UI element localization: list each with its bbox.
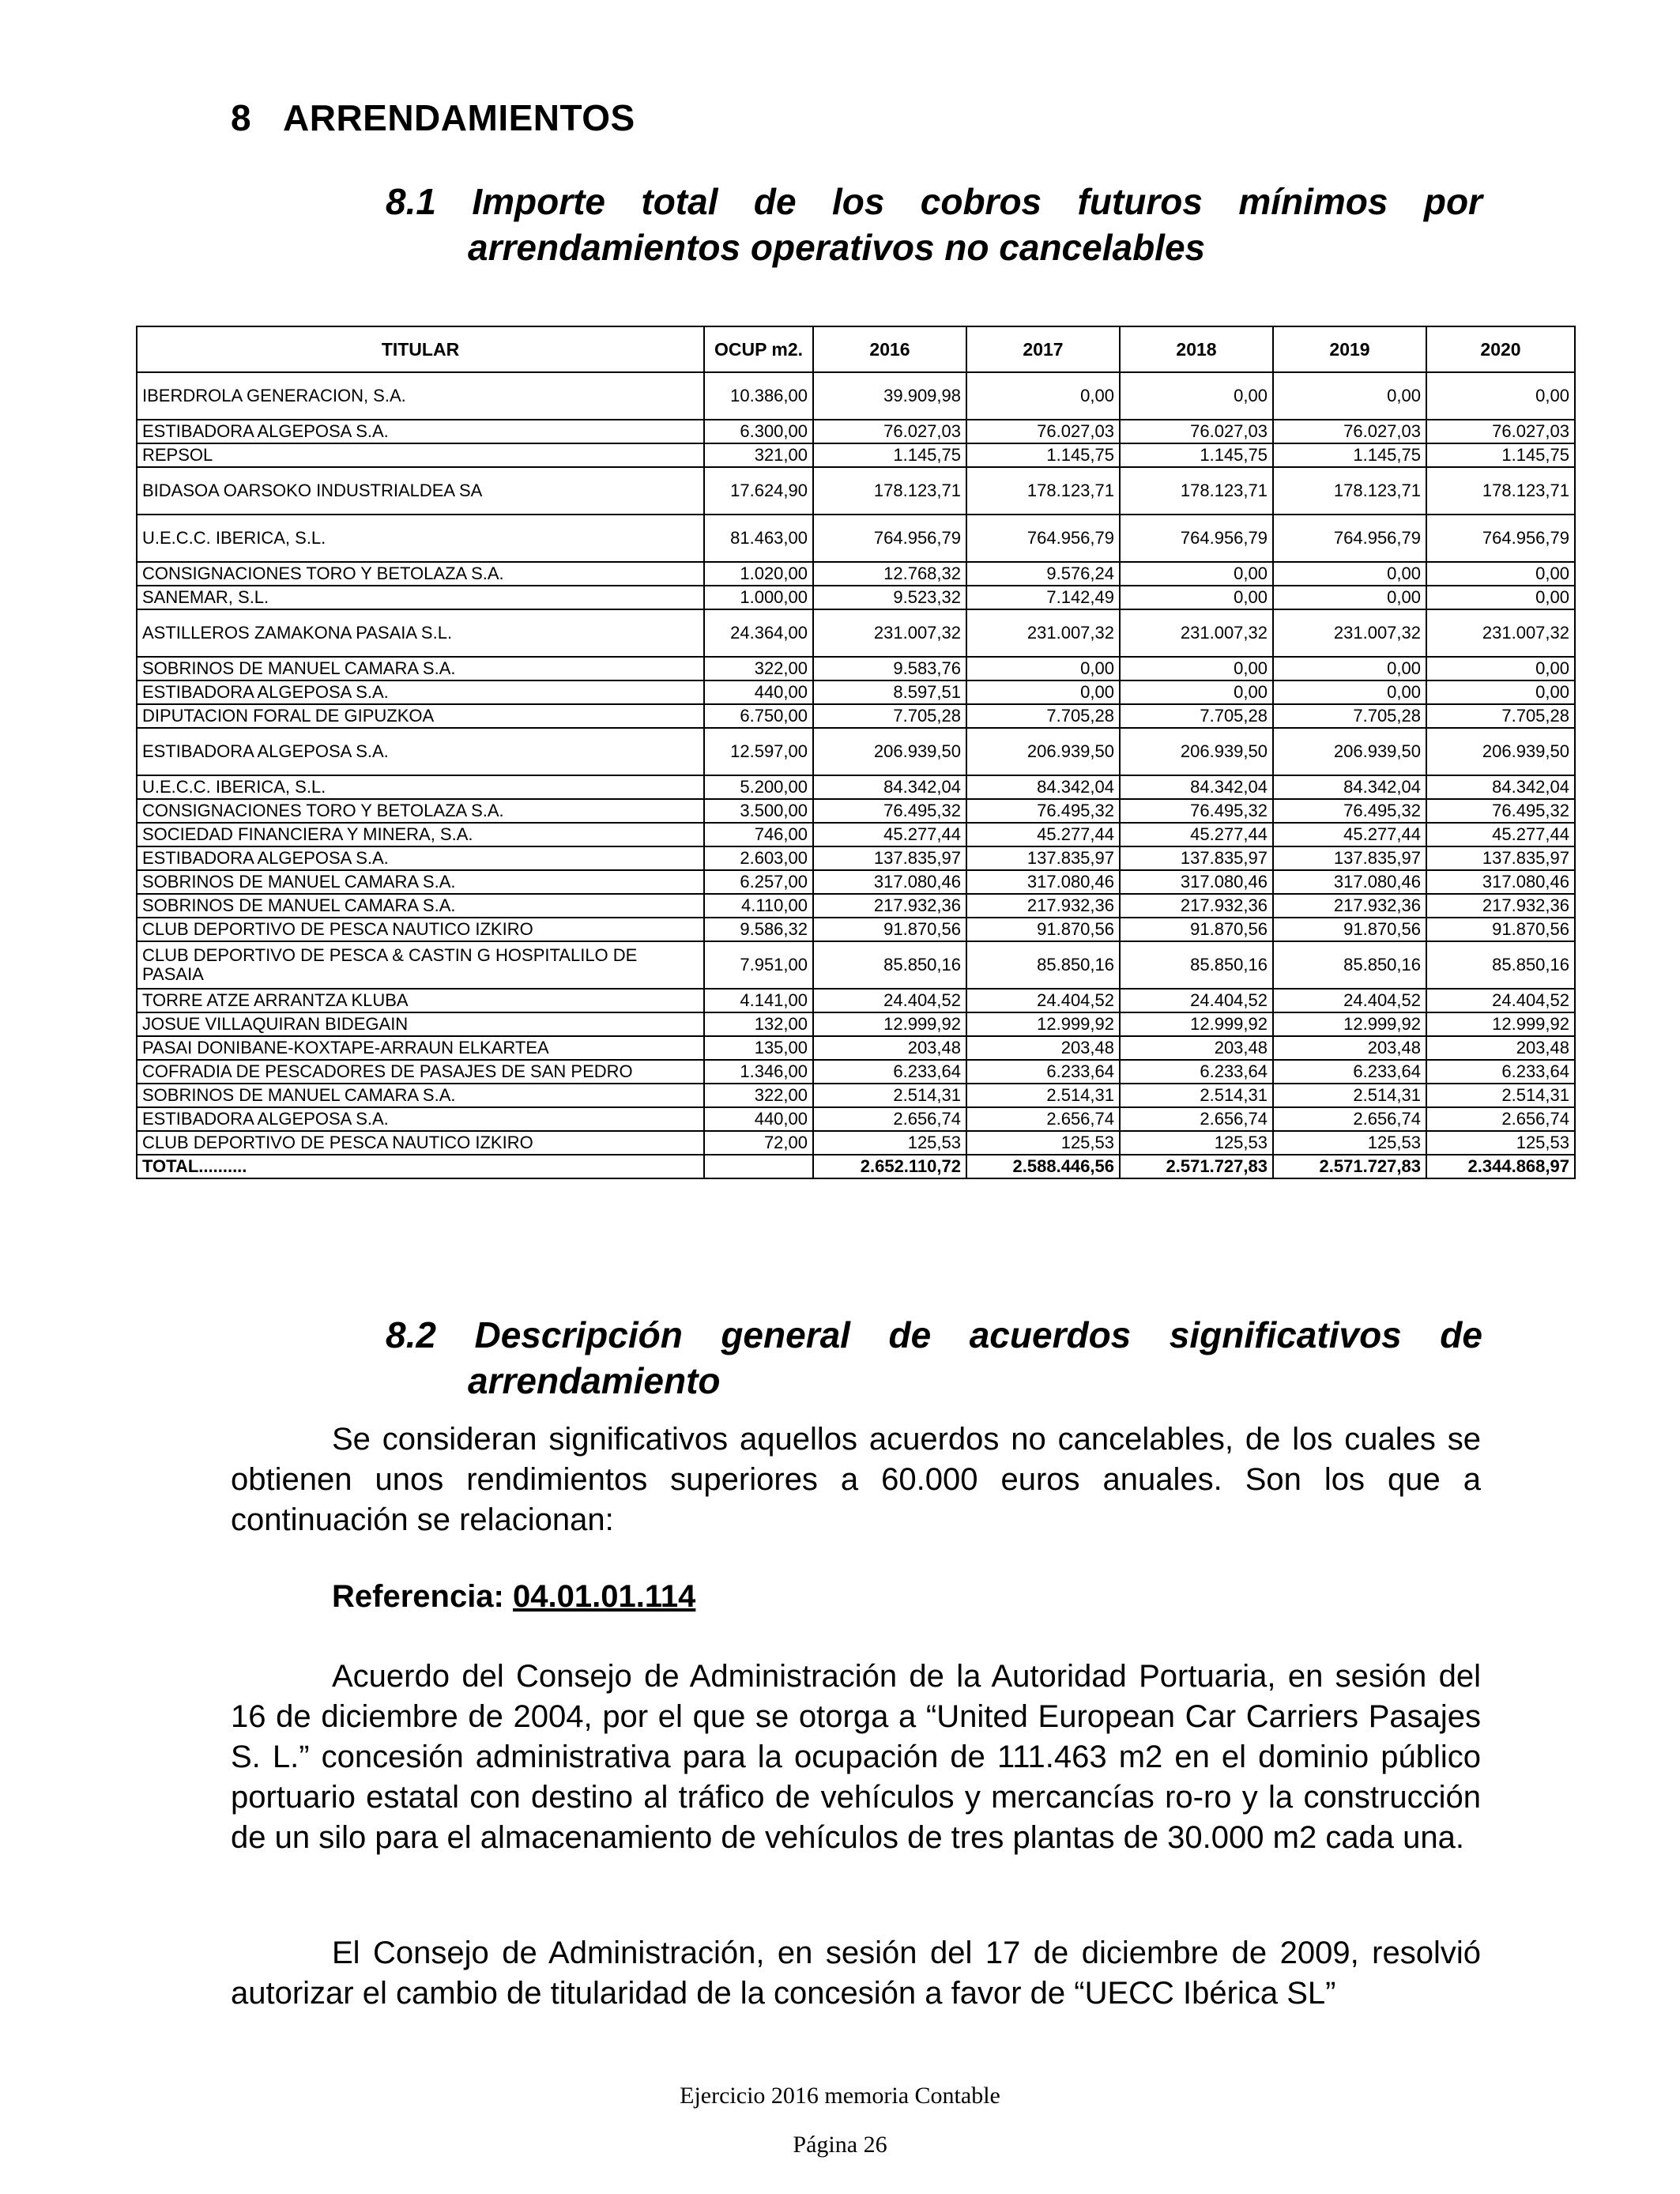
amount-2018-cell: 45.277,44: [1120, 823, 1273, 846]
amount-2018-cell: 0,00: [1120, 562, 1273, 586]
amount-2018-cell: 84.342,04: [1120, 775, 1273, 799]
ocup-cell: 7.951,00: [704, 941, 813, 989]
amount-2016-cell: 6.233,64: [813, 1060, 966, 1084]
section-title: ARRENDAMIENTOS: [283, 97, 635, 138]
titular-cell: ESTIBADORA ALGEPOSA S.A.: [137, 420, 704, 443]
table-row: [137, 894, 1575, 918]
amount-2020-cell: 178.123,71: [1426, 467, 1575, 515]
amount-2020-cell: 6.233,64: [1426, 1060, 1575, 1084]
amount-2016-cell: 24.404,52: [813, 989, 966, 1012]
table-row: [137, 609, 1575, 657]
titular-cell: SOBRINOS DE MANUEL CAMARA S.A.: [137, 894, 704, 918]
amount-2017-cell: 125,53: [966, 1131, 1120, 1155]
amount-2020-cell: 12.999,92: [1426, 1012, 1575, 1036]
titular-cell: CLUB DEPORTIVO DE PESCA & CASTIN G HOSPITALILO DE PASAIA: [137, 941, 704, 989]
ocup-cell: 1.346,00: [704, 1060, 813, 1084]
titular-cell: COFRADIA DE PESCADORES DE PASAJES DE SAN PEDRO: [137, 1060, 704, 1084]
titular-cell: PASAI DONIBANE-KOXTAPE-ARRAUN ELKARTEA: [137, 1036, 704, 1060]
amount-2016-cell: 7.705,28: [813, 704, 966, 728]
amount-2017-cell: 206.939,50: [966, 728, 1120, 775]
amount-2017-cell: 84.342,04: [966, 775, 1120, 799]
titular-cell: ESTIBADORA ALGEPOSA S.A.: [137, 1107, 704, 1131]
page-number: Página 26: [793, 2132, 887, 2158]
amount-2020-cell: 85.850,16: [1426, 941, 1575, 989]
amount-2017-cell: 0,00: [966, 680, 1120, 704]
heading-word: de: [753, 181, 797, 222]
amount-2020-cell: 45.277,44: [1426, 823, 1575, 846]
amount-2016-cell: 84.342,04: [813, 775, 966, 799]
amount-2020-cell: 231.007,32: [1426, 609, 1575, 657]
table-row: [137, 870, 1575, 894]
amount-2019-cell: 206.939,50: [1273, 728, 1426, 775]
amount-2016-cell: 91.870,56: [813, 918, 966, 941]
amount-2019-cell: 0,00: [1273, 586, 1426, 609]
amount-2017-cell: 178.123,71: [966, 467, 1120, 515]
amount-2018-cell: 0,00: [1120, 657, 1273, 680]
column-header-2019: 2019: [1273, 326, 1426, 372]
amount-2018-cell: 206.939,50: [1120, 728, 1273, 775]
table-body: [137, 372, 1575, 1178]
table-row: [137, 680, 1575, 704]
amount-2018-cell: 217.932,36: [1120, 894, 1273, 918]
column-header-2017: 2017: [966, 326, 1120, 372]
ocup-cell: 6.750,00: [704, 704, 813, 728]
amount-2018-cell: 76.495,32: [1120, 799, 1273, 823]
amount-2019-cell: 12.999,92: [1273, 1012, 1426, 1036]
ocup-cell: 10.386,00: [704, 372, 813, 420]
amount-2017-cell: 1.145,75: [966, 443, 1120, 467]
amount-2016-cell: 137.835,97: [813, 846, 966, 870]
amount-2018-cell: 0,00: [1120, 372, 1273, 420]
titular-cell: CLUB DEPORTIVO DE PESCA NAUTICO IZKIRO: [137, 918, 704, 941]
amount-2020-cell: 0,00: [1426, 586, 1575, 609]
amount-2018-cell: 125,53: [1120, 1131, 1273, 1155]
amount-2016-cell: 76.027,03: [813, 420, 966, 443]
amount-2016-cell: 217.932,36: [813, 894, 966, 918]
amount-2017-cell: 12.999,92: [966, 1012, 1120, 1036]
subsection-heading-8-2: [386, 1312, 1482, 1404]
ocup-cell: 72,00: [704, 1131, 813, 1155]
heading-word: mínimos: [1238, 181, 1388, 222]
amount-2016-cell: 1.145,75: [813, 443, 966, 467]
amount-2018-cell: 178.123,71: [1120, 467, 1273, 515]
ocup-cell: 4.110,00: [704, 894, 813, 918]
amount-2016-cell: 206.939,50: [813, 728, 966, 775]
amount-2016-cell: 12.999,92: [813, 1012, 966, 1036]
heading-word: general: [721, 1314, 850, 1355]
titular-cell: CONSIGNACIONES TORO Y BETOLAZA S.A.: [137, 799, 704, 823]
amount-2018-cell: 317.080,46: [1120, 870, 1273, 894]
table-row: [137, 989, 1575, 1012]
column-header-2018: 2018: [1120, 326, 1273, 372]
paragraph-text: Se consideran significativos aquellos acuerdos no cancelables, de los cuales se obtienen unos rendimientos superiores a 60.000 euros anuales. Son los que a continuación se relacionan:: [231, 1422, 1481, 1537]
total-2017-cell: 2.588.446,56: [966, 1155, 1120, 1178]
table-row: [137, 728, 1575, 775]
table-row: [137, 1060, 1575, 1084]
subsection-heading-line1: [386, 179, 1482, 224]
amount-2017-cell: 76.027,03: [966, 420, 1120, 443]
ocup-cell: 3.500,00: [704, 799, 813, 823]
footer-title: Ejercicio 2016 memoria Contable: [680, 2083, 1000, 2109]
ocup-cell: 81.463,00: [704, 515, 813, 562]
amount-2016-cell: 231.007,32: [813, 609, 966, 657]
amount-2020-cell: 2.656,74: [1426, 1107, 1575, 1131]
amount-2019-cell: 137.835,97: [1273, 846, 1426, 870]
table-row: [137, 443, 1575, 467]
amount-2019-cell: 217.932,36: [1273, 894, 1426, 918]
titular-cell: SOCIEDAD FINANCIERA Y MINERA, S.A.: [137, 823, 704, 846]
amount-2017-cell: 137.835,97: [966, 846, 1120, 870]
table-row: [137, 467, 1575, 515]
amount-2020-cell: 84.342,04: [1426, 775, 1575, 799]
amount-2017-cell: 6.233,64: [966, 1060, 1120, 1084]
section-heading: [231, 96, 635, 139]
amount-2018-cell: 91.870,56: [1120, 918, 1273, 941]
amount-2018-cell: 76.027,03: [1120, 420, 1273, 443]
amount-2019-cell: 6.233,64: [1273, 1060, 1426, 1084]
total-2020-cell: 2.344.868,97: [1426, 1155, 1575, 1178]
amount-2016-cell: 9.583,76: [813, 657, 966, 680]
amount-2017-cell: 203,48: [966, 1036, 1120, 1060]
amount-2018-cell: 6.233,64: [1120, 1060, 1273, 1084]
table-row: [137, 846, 1575, 870]
ocup-cell: 440,00: [704, 680, 813, 704]
amount-2020-cell: 7.705,28: [1426, 704, 1575, 728]
amount-2017-cell: 2.656,74: [966, 1107, 1120, 1131]
ocup-cell: 132,00: [704, 1012, 813, 1036]
amount-2017-cell: 7.705,28: [966, 704, 1120, 728]
amount-2016-cell: 317.080,46: [813, 870, 966, 894]
reference-code: 04.01.01.114: [513, 1579, 696, 1614]
titular-cell: CLUB DEPORTIVO DE PESCA NAUTICO IZKIRO: [137, 1131, 704, 1155]
ocup-cell: 2.603,00: [704, 846, 813, 870]
amount-2019-cell: 0,00: [1273, 562, 1426, 586]
heading-word: Descripción: [474, 1314, 683, 1355]
paragraph-ownership-change: [231, 1933, 1481, 2014]
amount-2020-cell: 76.027,03: [1426, 420, 1575, 443]
amount-2018-cell: 12.999,92: [1120, 1012, 1273, 1036]
titular-cell: U.E.C.C. IBERICA, S.L.: [137, 515, 704, 562]
amount-2018-cell: 203,48: [1120, 1036, 1273, 1060]
amount-2020-cell: 206.939,50: [1426, 728, 1575, 775]
amount-2016-cell: 76.495,32: [813, 799, 966, 823]
total-ocup-cell: [704, 1155, 813, 1178]
section-number: 8: [231, 97, 252, 138]
amount-2019-cell: 764.956,79: [1273, 515, 1426, 562]
reference-label: Referencia:: [332, 1579, 504, 1614]
heading-word: futuros: [1077, 181, 1203, 222]
amount-2017-cell: 0,00: [966, 372, 1120, 420]
table-row: [137, 918, 1575, 941]
amount-2018-cell: 231.007,32: [1120, 609, 1273, 657]
amount-2019-cell: 1.145,75: [1273, 443, 1426, 467]
heading-word: cobros: [920, 181, 1042, 222]
amount-2018-cell: 24.404,52: [1120, 989, 1273, 1012]
titular-cell: SANEMAR, S.L.: [137, 586, 704, 609]
ocup-cell: 5.200,00: [704, 775, 813, 799]
ocup-cell: 6.300,00: [704, 420, 813, 443]
ocup-cell: 321,00: [704, 443, 813, 467]
table-row: [137, 586, 1575, 609]
ocup-cell: 1.000,00: [704, 586, 813, 609]
column-header-2020: 2020: [1426, 326, 1575, 372]
ocup-cell: 440,00: [704, 1107, 813, 1131]
amount-2016-cell: 764.956,79: [813, 515, 966, 562]
amount-2020-cell: 0,00: [1426, 657, 1575, 680]
table-row: [137, 799, 1575, 823]
amount-2017-cell: 764.956,79: [966, 515, 1120, 562]
table-row: [137, 1084, 1575, 1107]
titular-cell: SOBRINOS DE MANUEL CAMARA S.A.: [137, 657, 704, 680]
titular-cell: ASTILLEROS ZAMAKONA PASAIA S.L.: [137, 609, 704, 657]
amount-2019-cell: 125,53: [1273, 1131, 1426, 1155]
titular-cell: SOBRINOS DE MANUEL CAMARA S.A.: [137, 870, 704, 894]
table-row: [137, 420, 1575, 443]
table-row: [137, 1036, 1575, 1060]
amount-2020-cell: 137.835,97: [1426, 846, 1575, 870]
amount-2020-cell: 203,48: [1426, 1036, 1575, 1060]
amount-2017-cell: 24.404,52: [966, 989, 1120, 1012]
amount-2017-cell: 217.932,36: [966, 894, 1120, 918]
heading-word: acuerdos: [969, 1314, 1132, 1355]
amount-2018-cell: 1.145,75: [1120, 443, 1273, 467]
subsection-heading-line2: arrendamientos operativos no cancelables: [468, 227, 1206, 268]
amount-2017-cell: 85.850,16: [966, 941, 1120, 989]
total-2016-cell: 2.652.110,72: [813, 1155, 966, 1178]
amount-2020-cell: 217.932,36: [1426, 894, 1575, 918]
paragraph-text: El Consejo de Administración, en sesión del 17 de diciembre de 2009, resolvió autorizar el cambio de titularidad de la concesión a favor de “UECC Ibérica SL”: [231, 1936, 1481, 2011]
amount-2016-cell: 12.768,32: [813, 562, 966, 586]
amount-2016-cell: 9.523,32: [813, 586, 966, 609]
table-row: [137, 515, 1575, 562]
amount-2016-cell: 178.123,71: [813, 467, 966, 515]
amount-2017-cell: 91.870,56: [966, 918, 1120, 941]
total-2018-cell: 2.571.727,83: [1120, 1155, 1273, 1178]
amount-2017-cell: 76.495,32: [966, 799, 1120, 823]
table-header-row: [137, 326, 1575, 372]
table-row: [137, 1107, 1575, 1131]
titular-cell: ESTIBADORA ALGEPOSA S.A.: [137, 846, 704, 870]
amount-2019-cell: 2.514,31: [1273, 1084, 1426, 1107]
subsection-heading-line1: [386, 1312, 1482, 1358]
amount-2017-cell: 2.514,31: [966, 1084, 1120, 1107]
amount-2016-cell: 203,48: [813, 1036, 966, 1060]
ocup-cell: 746,00: [704, 823, 813, 846]
reference-line: [332, 1579, 695, 1615]
subsection-heading-8-1: [386, 179, 1482, 270]
amount-2016-cell: 39.909,98: [813, 372, 966, 420]
amount-2020-cell: 125,53: [1426, 1131, 1575, 1155]
amount-2019-cell: 84.342,04: [1273, 775, 1426, 799]
paragraph-agreement: [231, 1657, 1481, 1858]
ocup-cell: 322,00: [704, 657, 813, 680]
amount-2019-cell: 203,48: [1273, 1036, 1426, 1060]
subsection-number: 8.1: [386, 181, 436, 222]
amount-2017-cell: 231.007,32: [966, 609, 1120, 657]
amount-2019-cell: 24.404,52: [1273, 989, 1426, 1012]
total-label: TOTAL..........: [137, 1155, 704, 1178]
amount-2019-cell: 317.080,46: [1273, 870, 1426, 894]
column-header-ocup: OCUP m2.: [704, 326, 813, 372]
ocup-cell: 135,00: [704, 1036, 813, 1060]
heading-word: Importe: [472, 181, 606, 222]
table-row: [137, 372, 1575, 420]
titular-cell: CONSIGNACIONES TORO Y BETOLAZA S.A.: [137, 562, 704, 586]
paragraph-text: Acuerdo del Consejo de Administración de la Autoridad Portuaria, en sesión del 16 de diciembre de 2004, por el que se otorga a “United European Car Carriers Pasajes S. L.” concesión administrativa para la ocupación de 111.463 m2 en el dominio público portuario estatal con destino al tráfico de vehículos y mercancías ro-ro y la construcción de un silo para el almacenamiento de vehículos de tres plantas de 30.000 m2 cada una.: [231, 1659, 1481, 1855]
amount-2019-cell: 0,00: [1273, 372, 1426, 420]
amount-2016-cell: 85.850,16: [813, 941, 966, 989]
amount-2018-cell: 137.835,97: [1120, 846, 1273, 870]
amount-2020-cell: 0,00: [1426, 372, 1575, 420]
amount-2017-cell: 45.277,44: [966, 823, 1120, 846]
ocup-cell: 24.364,00: [704, 609, 813, 657]
amount-2020-cell: 24.404,52: [1426, 989, 1575, 1012]
heading-word: significativos: [1169, 1314, 1402, 1355]
titular-cell: U.E.C.C. IBERICA, S.L.: [137, 775, 704, 799]
table-row: [137, 775, 1575, 799]
amount-2016-cell: 45.277,44: [813, 823, 966, 846]
amount-2018-cell: 2.656,74: [1120, 1107, 1273, 1131]
table-row: [137, 562, 1575, 586]
amount-2020-cell: 0,00: [1426, 562, 1575, 586]
amount-2018-cell: 764.956,79: [1120, 515, 1273, 562]
lease-table: [136, 326, 1576, 1179]
column-header-titular: TITULAR: [137, 326, 704, 372]
heading-word: total: [641, 181, 718, 222]
total-2019-cell: 2.571.727,83: [1273, 1155, 1426, 1178]
titular-cell: ESTIBADORA ALGEPOSA S.A.: [137, 680, 704, 704]
amount-2019-cell: 7.705,28: [1273, 704, 1426, 728]
amount-2016-cell: 2.656,74: [813, 1107, 966, 1131]
titular-cell: BIDASOA OARSOKO INDUSTRIALDEA SA: [137, 467, 704, 515]
titular-cell: ESTIBADORA ALGEPOSA S.A.: [137, 728, 704, 775]
amount-2016-cell: 125,53: [813, 1131, 966, 1155]
ocup-cell: 17.624,90: [704, 467, 813, 515]
table-row: [137, 1012, 1575, 1036]
amount-2018-cell: 0,00: [1120, 680, 1273, 704]
total-row: [137, 1155, 1575, 1178]
ocup-cell: 12.597,00: [704, 728, 813, 775]
subsection-number: 8.2: [386, 1314, 436, 1355]
amount-2019-cell: 0,00: [1273, 680, 1426, 704]
ocup-cell: 6.257,00: [704, 870, 813, 894]
paragraph-significant-agreements: [231, 1419, 1481, 1540]
amount-2020-cell: 764.956,79: [1426, 515, 1575, 562]
ocup-cell: 9.586,32: [704, 918, 813, 941]
ocup-cell: 4.141,00: [704, 989, 813, 1012]
titular-cell: TORRE ATZE ARRANTZA KLUBA: [137, 989, 704, 1012]
table-row: [137, 704, 1575, 728]
heading-word: de: [1440, 1314, 1482, 1355]
amount-2019-cell: 76.495,32: [1273, 799, 1426, 823]
amount-2019-cell: 2.656,74: [1273, 1107, 1426, 1131]
table-row: [137, 823, 1575, 846]
amount-2019-cell: 45.277,44: [1273, 823, 1426, 846]
amount-2020-cell: 76.495,32: [1426, 799, 1575, 823]
amount-2019-cell: 91.870,56: [1273, 918, 1426, 941]
table-row: [137, 657, 1575, 680]
subsection-heading-line2: arrendamiento: [468, 1360, 721, 1401]
amount-2016-cell: 8.597,51: [813, 680, 966, 704]
titular-cell: REPSOL: [137, 443, 704, 467]
amount-2018-cell: 0,00: [1120, 586, 1273, 609]
amount-2018-cell: 85.850,16: [1120, 941, 1273, 989]
titular-cell: DIPUTACION FORAL DE GIPUZKOA: [137, 704, 704, 728]
amount-2020-cell: 0,00: [1426, 680, 1575, 704]
amount-2016-cell: 2.514,31: [813, 1084, 966, 1107]
heading-word: los: [831, 181, 885, 222]
amount-2019-cell: 76.027,03: [1273, 420, 1426, 443]
ocup-cell: 322,00: [704, 1084, 813, 1107]
amount-2017-cell: 7.142,49: [966, 586, 1120, 609]
table-row: [137, 1131, 1575, 1155]
amount-2020-cell: 317.080,46: [1426, 870, 1575, 894]
amount-2020-cell: 2.514,31: [1426, 1084, 1575, 1107]
amount-2020-cell: 1.145,75: [1426, 443, 1575, 467]
amount-2019-cell: 231.007,32: [1273, 609, 1426, 657]
amount-2019-cell: 0,00: [1273, 657, 1426, 680]
amount-2018-cell: 7.705,28: [1120, 704, 1273, 728]
heading-word: de: [888, 1314, 932, 1355]
titular-cell: SOBRINOS DE MANUEL CAMARA S.A.: [137, 1084, 704, 1107]
amount-2017-cell: 9.576,24: [966, 562, 1120, 586]
amount-2019-cell: 85.850,16: [1273, 941, 1426, 989]
ocup-cell: 1.020,00: [704, 562, 813, 586]
titular-cell: JOSUE VILLAQUIRAN BIDEGAIN: [137, 1012, 704, 1036]
heading-word: por: [1423, 181, 1482, 222]
amount-2019-cell: 178.123,71: [1273, 467, 1426, 515]
amount-2020-cell: 91.870,56: [1426, 918, 1575, 941]
amount-2017-cell: 317.080,46: [966, 870, 1120, 894]
column-header-2016: 2016: [813, 326, 966, 372]
amount-2018-cell: 2.514,31: [1120, 1084, 1273, 1107]
titular-cell: IBERDROLA GENERACION, S.A.: [137, 372, 704, 420]
table-row: [137, 941, 1575, 989]
amount-2017-cell: 0,00: [966, 657, 1120, 680]
